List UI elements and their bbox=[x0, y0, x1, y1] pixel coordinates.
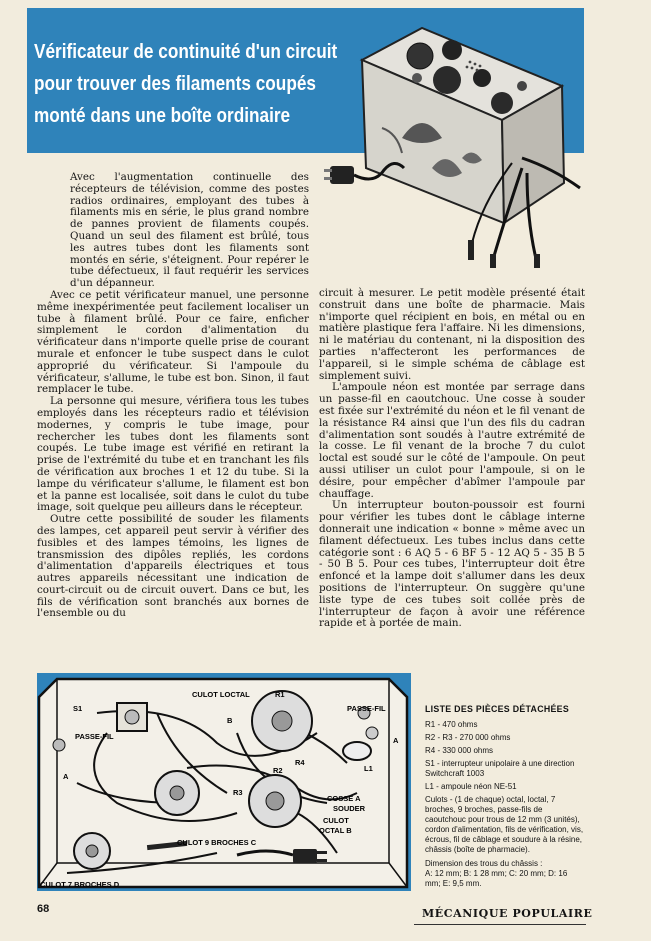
label-culot: CULOT bbox=[323, 816, 349, 825]
label-r3: R3 bbox=[233, 788, 243, 797]
label-a-right: A bbox=[393, 736, 399, 745]
page-number: 68 bbox=[37, 903, 50, 915]
label-passe-fil-right: PASSE-FIL bbox=[347, 704, 386, 713]
nine-pin-socket bbox=[155, 771, 199, 815]
title-line: pour trouver des filaments coupés bbox=[34, 73, 316, 95]
article-right-column bbox=[319, 288, 585, 630]
paragraph: La personne qui mesure, vérifiera tous les tubes employés dans les récepteurs radio et télévision modernes, y compris le tube image, pour rechercher les tubes dont les filaments sont coupés. Le tube image est vérifié en retirant la prise de l'extrémité du tube et en tranchant les fils de vérification aux broches 1 et 12 du tube. Si la lampe du vérificateur s'allume, le filament est bon et la panne est localisée, soit dans le culot du tube image, soit quelque peu ailleurs dans le récepteur. bbox=[37, 395, 309, 514]
label-octal-b: OCTAL B bbox=[319, 826, 352, 835]
paragraph: Avec l'augmentation continuelle des récepteurs de télévision, comme des postes radios ordinaires, employant des tubes à filaments mis en série, le plus grand nombre de pannes provient de filaments coupés. Quand un seul des filament est brûlé, tous les autres tubes dont les filaments sont montés en série, s'éteignent. Pour repérer le tube défectueux, il faut requérir les services d'un dépanneur. bbox=[70, 171, 309, 290]
parts-list-item: R4 - 330 000 ohms bbox=[425, 746, 494, 755]
parts-list-item: Culots - (1 de chaque) octal, loctal, 7 broches, 9 broches, passe-fils de caoutchouc pour trous de 12 mm (3 unités), cordon d'alimentation, fils de vérification, vis, écrous, fil de câblage et soudure à la résine, châssis (boîte de pharmacie). bbox=[425, 795, 584, 854]
paragraph: circuit à mesurer. Le petit modèle présenté était construit dans une boîte de pharmacie. Mais n'importe quel récipient en bois, en métal ou en matière plastique fera l'affaire. Ni les dimensions, ni le matériau du contenant, ni la disposition des parties n'affecteront les performances de l'appareil, si le simple schéma de câblage est simplement suivi. bbox=[319, 287, 585, 382]
parts-list-item: L1 - ampoule néon NE-51 bbox=[425, 782, 517, 791]
paragraph: Un interrupteur bouton-poussoir est fourni pour vérifier les tubes dont le câblage interne donnerait une indication « bonne » même avec un filament défectueux. Les tubes inclus dans cette catégorie sont : 6 AQ 5 - 6 BF 5 - 12 AQ 5 - 35 B 5 - 50 B 5. Pour ces tubes, l'interrupteur doit être enfoncé et la lampe doit s'allumer dans les deux positions de l'interrupteur. On suggère qu'une liste type de ces tubes soit collée près de l'interrupteur de façon à avoir une référence rapide et à portée de main. bbox=[319, 499, 585, 630]
label-r2: R2 bbox=[273, 766, 283, 775]
seven-pin-socket bbox=[74, 833, 110, 869]
loctal-socket bbox=[252, 691, 312, 751]
footer-rule bbox=[414, 924, 586, 925]
parts-list bbox=[425, 704, 585, 889]
paragraph: Outre cette possibilité de souder les filaments des lampes, cet appareil peut servir à vérifier des fusibles et des lampes témoins, les lignes de transmission des dipôles repliés, les cordons d'alimentation d'appareils électriques et tous autres appareils nécessitant une indication de court-circuit ou de circuit ouvert. Dans ce but, les fils de vérification sont branchés aux bornes de l'ensemble ou du bbox=[37, 513, 309, 620]
label-souder: SOUDER bbox=[333, 804, 366, 813]
title-line: monté dans une boîte ordinaire bbox=[34, 105, 291, 127]
parts-list-item: R1 - 470 ohms bbox=[425, 720, 478, 729]
label-passe-fil-left: PASSE-FIL bbox=[75, 732, 114, 741]
tester-box bbox=[362, 28, 564, 223]
title-line: Vérificateur de continuité d'un circuit bbox=[34, 41, 338, 63]
label-r1: R1 bbox=[275, 690, 285, 699]
label-b: B bbox=[227, 716, 233, 725]
label-a-left: A bbox=[63, 772, 69, 781]
label-s1: S1 bbox=[73, 704, 83, 713]
parts-list-item: S1 - interrupteur unipolaire à une direction Switchcraft 1003 bbox=[425, 759, 575, 778]
switch-s1 bbox=[117, 703, 147, 731]
label-culot-9: CULOT 9 BROCHES C bbox=[177, 838, 257, 847]
paragraph: Avec ce petit vérificateur manuel, une personne même inexpérimentée peut facilement localiser un tube à filament brûlé. Pour ce faire, enficher simplement le cordon d'alimentation du vérificateur dans n'importe quelle prise de courant murale et enfoncer le tube suspect dans le culot approprié du vérificateur. Si l'ampoule du vérificateur, s'allume, le tube est bon. Sinon, il faut remplacer le tube. bbox=[37, 288, 309, 396]
label-culot-7: CULOT 7 BROCHES D bbox=[40, 880, 120, 889]
parts-list-title: LISTE DES PIÈCES DÉTACHÉES bbox=[425, 704, 570, 714]
parts-list-item: R2 - R3 - 270 000 ohms bbox=[425, 733, 511, 742]
article-left-column bbox=[37, 172, 309, 620]
hole-dimensions-title: Dimension des trous du châssis : bbox=[425, 859, 543, 868]
wiring-diagram bbox=[37, 673, 411, 891]
tester-photo bbox=[322, 18, 584, 270]
label-cosse-a: COSSE A bbox=[327, 794, 361, 803]
magazine-name: MÉCANIQUE POPULAIRE bbox=[422, 907, 593, 920]
label-l1: L1 bbox=[364, 764, 373, 773]
label-r4: R4 bbox=[295, 758, 305, 767]
octal-socket bbox=[249, 775, 301, 827]
paragraph: L'ampoule néon est montée par serrage dans un passe-fil en caoutchouc. Une cosse à souder est fixée sur l'extrémité du néon et le fil venant de la résistance R4 ainsi que l'un des fils du cadran d'alimentation sont soudés à l'autre extrémité de la cosse. Le fil venant de la broche 7 du culot loctal est soudé sur le côté de l'ampoule. On peut aussi utiliser un culot pour l'ampoule, si on le désire, pour empêcher d'abîmer l'ampoule par chauffage. bbox=[319, 381, 585, 500]
article-title bbox=[34, 36, 338, 132]
label-culot-loctal: CULOT LOCTAL bbox=[192, 690, 250, 699]
hole-dimensions: A: 12 mm; B: 1 28 mm; C: 20 mm; D: 16 mm; E: 9,5 mm. bbox=[425, 869, 568, 888]
